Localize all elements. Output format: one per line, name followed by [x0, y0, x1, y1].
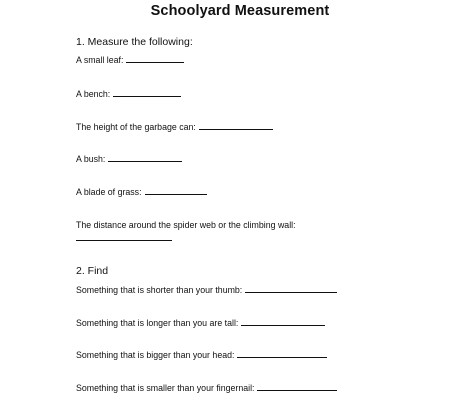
measure-item-label: A bench:: [76, 89, 111, 99]
find-item-label: Something that is shorter than your thumb:: [76, 285, 243, 295]
measure-item-label: A small leaf:: [76, 55, 124, 65]
answer-blank: [145, 186, 207, 195]
answer-blank: [257, 382, 337, 391]
answer-blank: [199, 121, 273, 130]
measure-item-label: The height of the garbage can:: [76, 122, 196, 132]
measure-item-grass: [76, 186, 207, 197]
answer-blank: [76, 232, 172, 241]
find-item-label: Something that is longer than you are tall:: [76, 318, 239, 328]
page-title: Schoolyard Measurement: [150, 3, 330, 19]
measure-item-spider-web: [76, 220, 296, 230]
find-item-label: Something that is smaller than your fingernail:: [76, 383, 255, 393]
answer-blank: [245, 284, 337, 293]
measure-item-label: A bush:: [76, 154, 106, 164]
answer-blank: [113, 88, 181, 97]
answer-blank: [241, 317, 325, 326]
measure-item-label: A blade of grass:: [76, 187, 142, 197]
answer-blank: [108, 153, 182, 162]
answer-blank: [126, 54, 184, 63]
measure-item-leaf: [76, 54, 184, 65]
measure-item-label: The distance around the spider web or the climbing wall:: [76, 220, 296, 230]
section-1-heading: 1. Measure the following:: [76, 36, 193, 48]
find-item-shorter-than-thumb: [76, 284, 337, 295]
measure-item-bench: [76, 88, 181, 99]
find-item-label: Something that is bigger than your head:: [76, 350, 235, 360]
find-item-bigger-than-head: [76, 349, 327, 360]
measure-item-spider-web-answer: [76, 232, 172, 243]
measure-item-bush: [76, 153, 182, 164]
measure-item-garbage-can: [76, 121, 273, 132]
find-item-smaller-than-fingernail: [76, 382, 337, 393]
find-item-longer-than-you: [76, 317, 325, 328]
answer-blank: [237, 349, 327, 358]
section-2-heading: 2. Find: [76, 265, 109, 277]
